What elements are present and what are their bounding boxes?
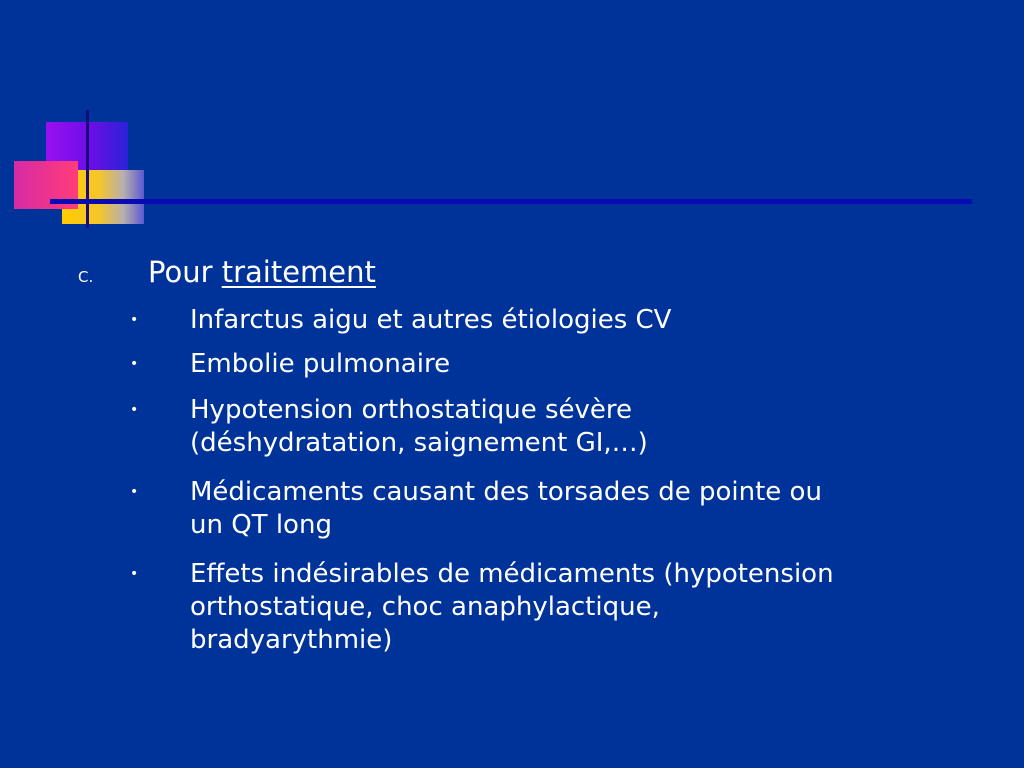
bullet-dot: • xyxy=(130,356,139,372)
heading-prefix: Pour xyxy=(148,255,213,289)
list-item-line: orthostatique, choc anaphylactique, xyxy=(190,592,660,622)
list-item-line: un QT long xyxy=(190,510,332,540)
list-item xyxy=(130,304,950,337)
bullet-dot: • xyxy=(130,402,139,418)
section-heading xyxy=(148,254,376,290)
list-item xyxy=(130,558,950,657)
list-item-line: bradyarythmie) xyxy=(190,625,393,655)
bullet-dot: • xyxy=(130,566,139,582)
list-item-line: Médicaments causant des torsades de pointe ou xyxy=(190,477,822,507)
section-marker: C. xyxy=(78,268,94,286)
list-item-line: Infarctus aigu et autres étiologies CV xyxy=(190,305,672,335)
list-item-line: (déshydratation, saignement GI,…) xyxy=(190,428,648,458)
vertical-rule xyxy=(86,110,89,228)
list-item xyxy=(130,476,950,542)
list-item xyxy=(130,394,950,460)
bullet-dot: • xyxy=(130,484,139,500)
list-item-line: Hypotension orthostatique sévère xyxy=(190,395,632,425)
list-item xyxy=(130,348,950,381)
decorative-logo xyxy=(0,0,160,240)
list-item-line: Embolie pulmonaire xyxy=(190,349,451,379)
heading-emphasis: traitement xyxy=(221,255,376,289)
bullet-dot: • xyxy=(130,312,139,328)
title-rule xyxy=(50,199,972,204)
list-item-line: Effets indésirables de médicaments (hypotension xyxy=(190,559,834,589)
